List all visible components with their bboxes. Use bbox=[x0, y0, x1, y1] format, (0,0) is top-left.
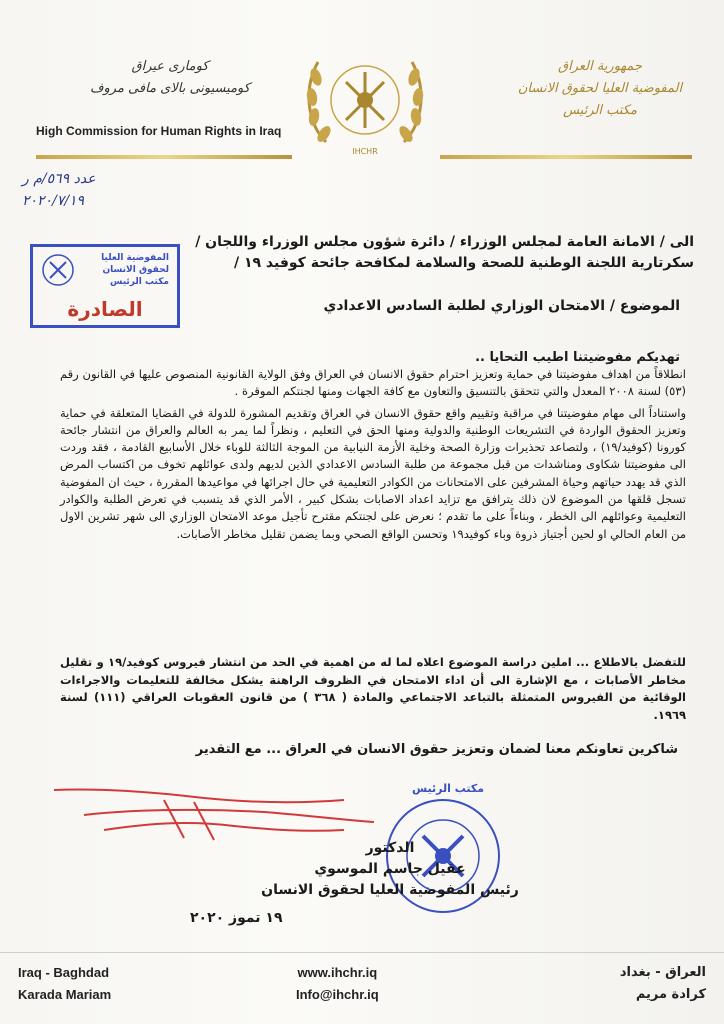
footer-ar-line-2: كرادة مريم bbox=[635, 987, 706, 1002]
footer-divider bbox=[0, 952, 724, 953]
greeting: تهديكم مفوضيتنا اطيب التحايا .. bbox=[475, 350, 680, 365]
signatory-name: عقيل جاسم الموسوي bbox=[314, 861, 466, 877]
letterhead-right-line-3: مكتب الرئيس bbox=[563, 103, 637, 118]
letterhead-english: High Commission for Human Rights in Iraq bbox=[36, 124, 282, 138]
gold-divider-right bbox=[440, 155, 692, 159]
signature-date: ١٩ تموز ٢٠٢٠ bbox=[190, 910, 283, 926]
stamp-emblem-icon bbox=[41, 253, 75, 287]
letter-body bbox=[60, 366, 686, 547]
stamp-label: الصادرة bbox=[67, 297, 143, 321]
body-paragraph-2: واستناداً الى مهام مفوضيتنا في مراقبة وتقييم واقع حقوق الانسان في العراق وتقديم المشورة للدولة في القضايا المتعلقة في حماية وتعزيز الحقوق الواردة في التشريعات الوطنية والدولية ومنها الحق في التعليم ، ونظراً لما يمر به العالم والعراق من انتشار جائحة كورونا (كوفيد/١٩) ، ولتصاعد تحذيرات وزارة الصحة وخلية الأزمة النيابية من الموجة الثالثة للوباء خلال الأسابيع القادمة ، فقد وردت الى مفوضيتنا شكاوى ومناشدات من قبل مجموعة من طلبة السادس الاعدادي الذين لديهم ولدى عوائلهم تخوف من اكتساب المرض الذي قد يهدد حياتهم وحياة المشرفين على الامتحانات من الكوادر التعليمية في حال اجرائها في مواعيدها المقررة ، حيث ان المفوضية تسجل قلقها من الموضوع لان ذلك يترافق مع تزايد اعداد الاصابات بشكل كبير ، الأمر الذي قد يتسبب في تعرض الطلبة والكوادر التعليمية وعوائلهم الى الخطر ، وبناءاً على ما تقدم ؛ نعرض على لجنتكم مقترح تأجيل موعد الامتحان الوزاري الى شهر تشرين الاول من العام الحالي او لحين أجتياز ذروة وباء كوفيد١٩ وتحسن الواقع الصحي وبما يضمن تقليل مخاطر الأصابات. bbox=[60, 405, 686, 541]
gold-divider-left bbox=[36, 155, 292, 159]
signatory-position: رئيس المفوضية العليا لحقوق الانسان bbox=[261, 882, 519, 898]
letterhead-right-line-2: المفوضية العليا لحقوق الانسان bbox=[517, 81, 683, 96]
closing-paragraph bbox=[60, 654, 686, 724]
footer-address-en bbox=[18, 962, 111, 1006]
addressee-line-2: سكرتارية اللجنة الوطنية للصحة والسلامة لمكافحة جائحة كوفيد ١٩ / bbox=[233, 255, 694, 271]
footer-website[interactable]: www.ihchr.iq bbox=[297, 965, 378, 980]
subject-line: الموضوع / الامتحان الوزاري لطلبة السادس الاعدادي bbox=[323, 298, 680, 314]
footer-address-ar bbox=[620, 962, 706, 1006]
thanks-line: شاكرين تعاونكم معنا لضمان وتعزيز حقوق الانسان في العراق ... مع التقدير bbox=[195, 742, 678, 757]
letterhead-left-line-2: كوميسيونى بالاى مافى مروف bbox=[90, 81, 250, 96]
reference-number: عدد ٥٦٩/م ر bbox=[22, 171, 96, 187]
signatory-block bbox=[230, 838, 550, 901]
footer-en-line-1: Iraq - Baghdad bbox=[18, 965, 110, 980]
stamp-line-1: المفوضية العليا bbox=[101, 253, 169, 263]
letterhead-left bbox=[70, 56, 270, 100]
stamp-line-3: مكتب الرئيس bbox=[110, 277, 169, 287]
emblem-text: IHCHR bbox=[352, 147, 378, 156]
commission-emblem-icon bbox=[296, 42, 434, 160]
stamp-line-2: لحقوق الانسان bbox=[102, 265, 169, 275]
body-paragraph-1: انطلاقاً من اهداف مفوضيتنا في حماية وتعزيز احترام حقوق الانسان في العراق وفق الولاية القانونية المنصوص عليها في القانون رقم (٥٣) لسنة ٢٠٠٨ المعدل والتي تتحقق بالتنسيق والتعاون مع كافة الجهات ومنها لجنتكم الموقرة . bbox=[60, 367, 686, 399]
handwritten-signature bbox=[44, 760, 384, 850]
addressee-block bbox=[134, 232, 694, 274]
closing-text: للتفضل بالاطلاع ... املين دراسة الموضوع اعلاه لما له من اهمية في الحد من انتشار فيروس كوفيد/١٩ و تقليل مخاطر الأصابات ، مع الإشارة الى أن اداء الامتحان في الظروف الراهنة يشكل مخالفة للتعليمات والاجراءات الوقائية من الفيروس المتمثلة بالتباعد الاجتماعي والمادة ( ٣٦٨ ) من قانون العقوبات العراقي (١١١) لسنة ١٩٦٩. bbox=[60, 655, 686, 722]
letterhead-right bbox=[500, 56, 700, 122]
addressee-line-1: الى / الامانة العامة لمجلس الوزراء / دائرة شؤون مجلس الوزراء واللجان / bbox=[195, 234, 694, 250]
reference-date: ٢٠٢٠/٧/١٩ bbox=[22, 193, 85, 209]
footer-en-line-2: Karada Mariam bbox=[18, 987, 112, 1002]
footer-ar-line-1: العراق - بغداد bbox=[619, 965, 706, 980]
letterhead-right-line-1: جمهورية العراق bbox=[558, 59, 642, 74]
reference-block bbox=[22, 168, 96, 212]
signatory-title: الدكتور bbox=[365, 840, 415, 856]
footer-email[interactable]: Info@ihchr.iq bbox=[296, 987, 379, 1002]
stamp-office-label: مكتب الرئيس bbox=[411, 782, 485, 795]
letterhead-left-line-1: كومارى عيراق bbox=[131, 59, 209, 74]
footer-contact bbox=[296, 962, 379, 1006]
